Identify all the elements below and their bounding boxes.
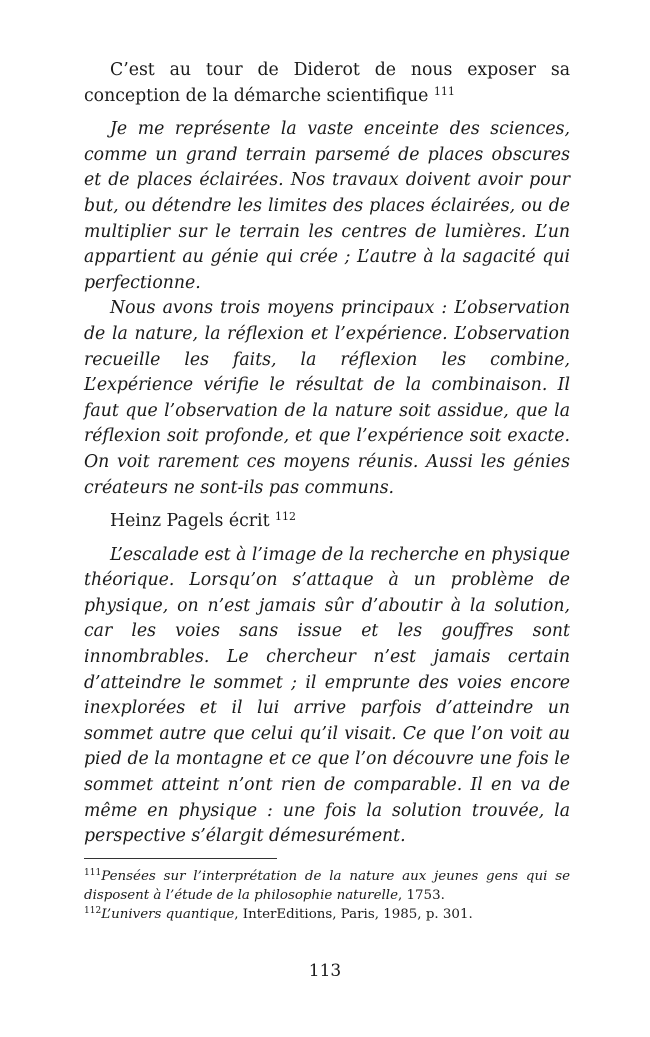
quote-diderot-1: Je me représente la vaste enceinte des sciences, comme un grand terrain parsemé de places obscures et de places éclairées. Nos travaux doivent avoir pour but, ou détendre les limites des places éclairées, ou de multiplier sur le terrain les centres de lumières. L’un appartient au génie qui crée ; L’autre à la sagacité qui perfectionne. (84, 119, 570, 293)
main-text (84, 58, 570, 850)
page-number: 113 (308, 961, 342, 981)
footnote-112 (84, 905, 570, 924)
quote-pagels: L’escalade est à l’image de la recherche en physique théorique. Lorsqu’on s’attaque à un problème de physique, on n’est jamais sûr d’aboutir à la solution, car les voies sans issue et les gouffres sont innombrables. Le chercheur n’est jamais certain d’atteindre le sommet ; il emprunte des voies encore inexplorées et il lui arrive parfois d’atteindre un sommet autre que celui qu’il visait. Ce que l’on voit au pied de la montagne et ce que l’on découvre une fois le sommet atteint n’ont rien de comparable. Il en va de même en physique : une fois la solution trouvée, la perspective s’élargit démesurément. (84, 544, 570, 847)
quote-diderot-2: Nous avons trois moyens principaux : L’observation de la nature, la réflexion et l’expérience. L’observation recueille les faits, la réflexion les combine, L’expérience vérifie le résultat de la combinaison. Il faut que l’observation de la nature soit assidue, que la réflexion soit profonde, et que l’expérience soit exacte. On voit rarement ces moyens réunis. Aussi les génies créateurs ne sont-ils pas communs. (84, 298, 570, 498)
intro-paragraph (84, 58, 570, 109)
footnote-111 (84, 867, 570, 905)
footnote-ref-112[interactable]: 112 (275, 510, 297, 524)
footnote-rule (84, 858, 277, 859)
footnote-111-rest: , 1753. (398, 888, 445, 903)
footnote-mark-111: 111 (84, 868, 102, 878)
intro-text: C’est au tour de Diderot de nous exposer sa conception de la démarche scientifique (84, 60, 570, 106)
footnote-112-title: L’univers quantique (101, 907, 235, 922)
footnote-mark-112: 112 (84, 906, 102, 916)
footnote-112-rest: , InterEditions, Paris, 1985, p. 301. (234, 907, 473, 922)
footnote-111-title: Pensées sur l’interprétation de la nature aux jeunes gens qui se disposent à l’étude de la philosophie naturelle (84, 869, 570, 903)
pagels-text: Heinz Pagels écrit (110, 511, 270, 532)
footnote-ref-111[interactable]: 111 (433, 84, 455, 98)
footnotes (84, 858, 570, 924)
pagels-paragraph (84, 509, 570, 535)
